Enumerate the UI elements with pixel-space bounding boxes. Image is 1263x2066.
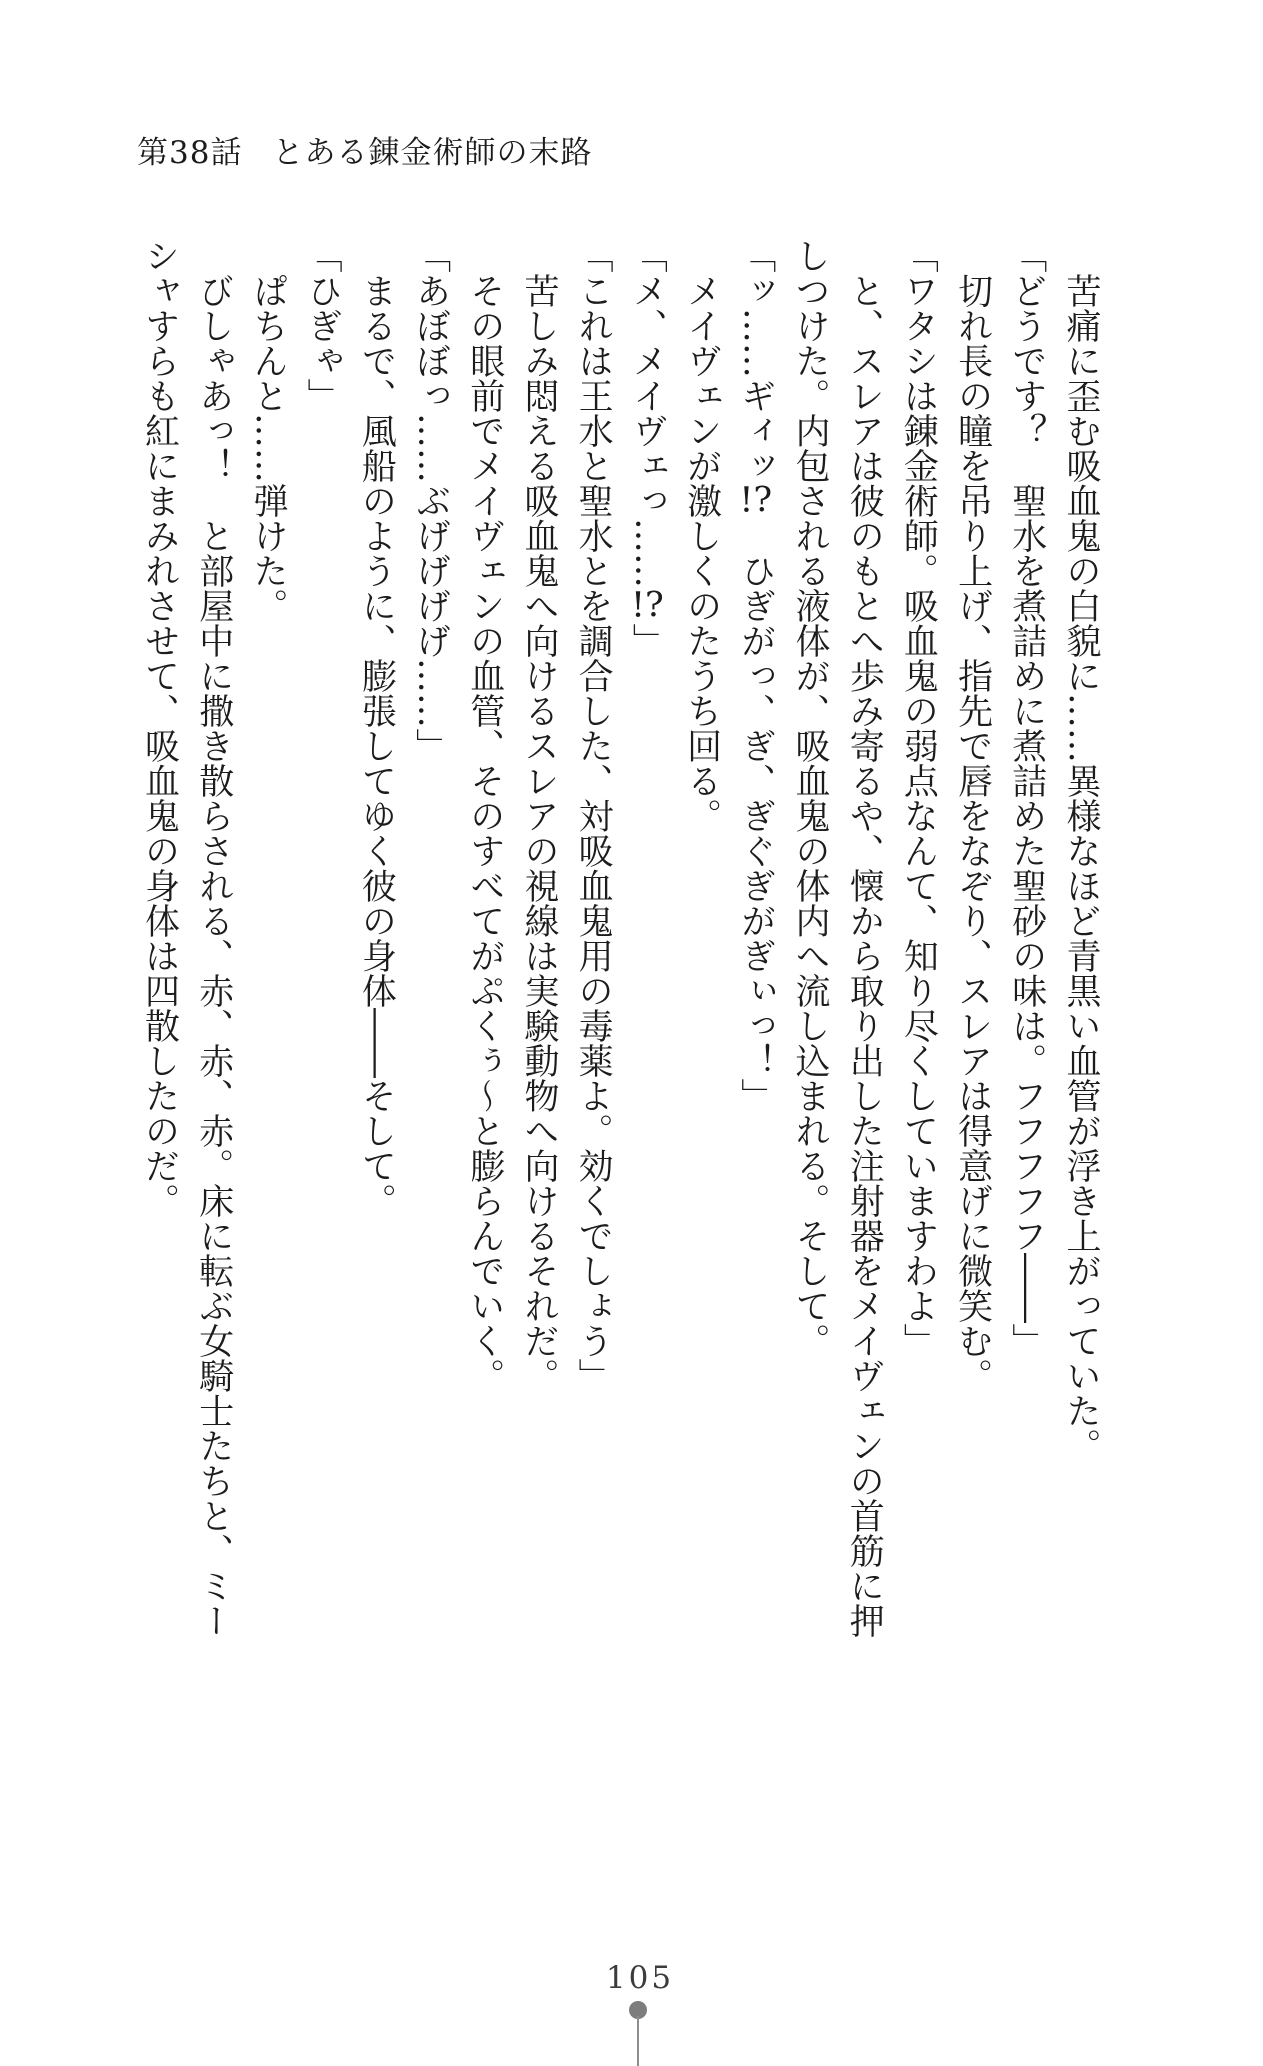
text-segment: 「メ、メイヴェっ…… bbox=[627, 238, 668, 588]
text-column bbox=[891, 238, 945, 1650]
text-column bbox=[1054, 238, 1108, 1650]
text-segment: その眼前でメイヴェンの血管、そのすべてがぷくぅ～と膨らんでいく。 bbox=[464, 273, 505, 1393]
text-column bbox=[566, 238, 620, 1650]
text-column bbox=[458, 238, 512, 1650]
text-segment: シャすらも紅にまみれさせて、吸血鬼の身体は四散したのだ。 bbox=[139, 238, 180, 1218]
text-segment: 「これは王水と聖水とを調合した、対吸血鬼用の毒薬よ。効くでしょう」 bbox=[573, 238, 614, 1393]
tate-chu-yoko: !? bbox=[739, 483, 773, 518]
text-segment: まるで、風船のように、膨張してゆく彼の身体――そして。 bbox=[356, 273, 397, 1218]
text-segment: 苦しみ悶える吸血鬼へ向けるスレアの視線は実験動物へ向けるそれだ。 bbox=[518, 273, 559, 1393]
text-segment: 「ッ……ギィッ bbox=[735, 238, 776, 483]
text-segment: メイヴェンが激しくのたうち回る。 bbox=[681, 273, 722, 833]
text-segment: 「ひぎゃ」 bbox=[302, 238, 343, 413]
text-column bbox=[674, 238, 728, 1650]
text-column bbox=[1000, 238, 1054, 1650]
text-column bbox=[837, 238, 891, 1650]
text-segment: ぱちんと……弾けた。 bbox=[247, 273, 288, 623]
text-segment: と、スレアは彼のもとへ歩み寄るや、懐から取り出した注射器をメイヴェンの首筋に押 bbox=[844, 273, 885, 1638]
chapter-title: とある錬金術師の末路 bbox=[272, 135, 593, 171]
text-segment: 」 bbox=[627, 623, 668, 658]
tate-chu-yoko: !? bbox=[630, 588, 664, 623]
page-number: 105 bbox=[605, 1960, 675, 1996]
text-segment: 切れ長の瞳を吊り上げ、指先で唇をなぞり、スレアは得意げに微笑む。 bbox=[952, 273, 993, 1393]
text-column bbox=[620, 238, 674, 1650]
chapter-number: 第38話 bbox=[137, 135, 243, 171]
text-column bbox=[241, 238, 295, 1650]
text-column bbox=[945, 238, 999, 1650]
text-segment: びしゃあっ！ と部屋中に撒き散らされる、赤、赤、赤。床に転ぶ女騎士たちと、ミー bbox=[193, 273, 234, 1638]
text-column bbox=[349, 238, 403, 1650]
footer-line-ornament bbox=[637, 2016, 639, 2066]
text-column bbox=[187, 238, 241, 1650]
text-segment: 苦痛に歪む吸血鬼の白貌に……異様なほど青黒い血管が浮き上がっていた。 bbox=[1061, 273, 1101, 1463]
chapter-header bbox=[137, 127, 592, 172]
text-segment: ひぎがっ、ぎ、ぎぐぎがぎぃっ！」 bbox=[735, 518, 776, 1113]
text-column bbox=[783, 238, 837, 1650]
text-column bbox=[512, 238, 566, 1650]
text-segment: しつけた。内包される液体が、吸血鬼の体内へ流し込まれる。そして。 bbox=[789, 238, 830, 1358]
header-gap bbox=[242, 127, 272, 172]
text-column bbox=[729, 238, 783, 1650]
text-column bbox=[403, 238, 457, 1650]
text-block bbox=[132, 238, 1108, 1650]
text-column bbox=[132, 238, 186, 1650]
text-segment: 「どうです？ 聖水を煮詰めに煮詰めた聖砂の味は。フフフフフ――」 bbox=[1006, 238, 1047, 1358]
text-segment: 「あぼぼっ……ぶげげげげ……」 bbox=[410, 238, 451, 763]
text-column bbox=[295, 238, 349, 1650]
text-segment: 「ワタシは錬金術師。吸血鬼の弱点なんて、知り尽くしていますわよ」 bbox=[898, 238, 939, 1358]
